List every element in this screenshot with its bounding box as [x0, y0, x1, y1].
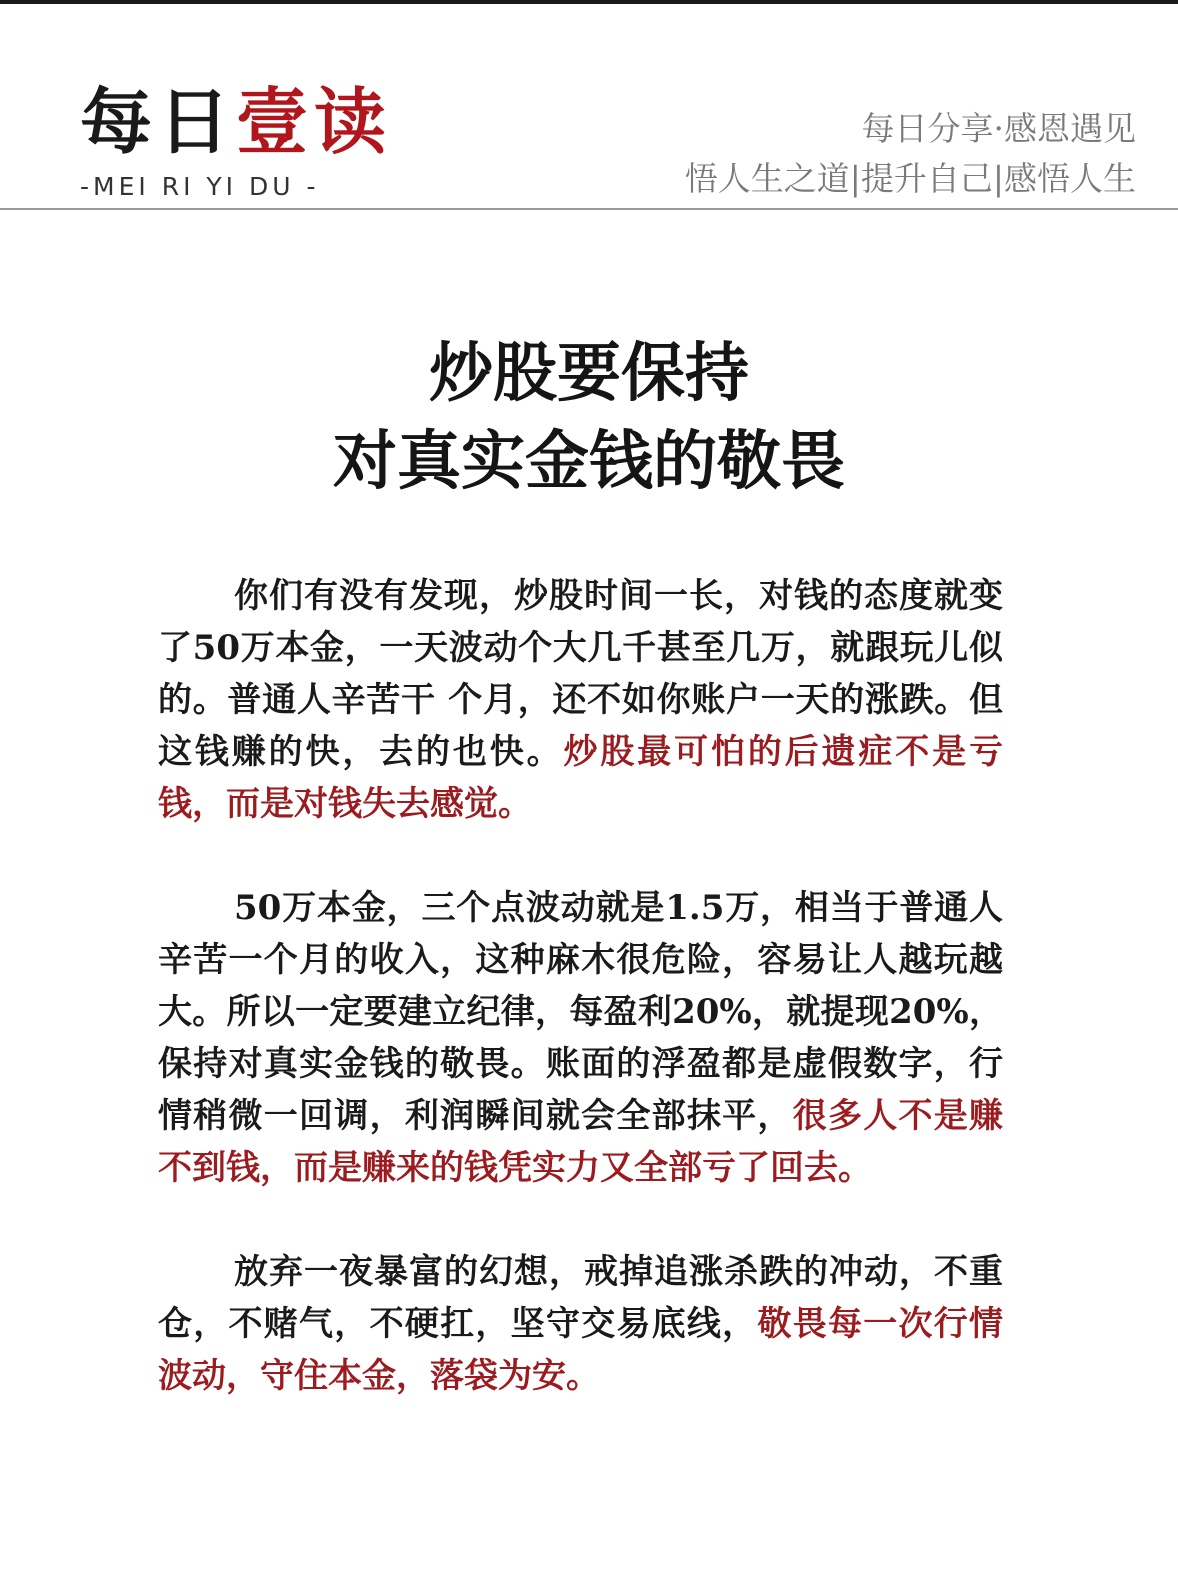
brand-pinyin: -MEI RI YI DU - [80, 172, 320, 201]
paragraph-2-emphasis: 很多人不是赚不到钱，而是赚来的钱凭实力又全部亏了回去。 [158, 1096, 1004, 1188]
paragraph-2 [158, 882, 1003, 1194]
brand-title-part2: 壹读 [236, 80, 393, 164]
article-body [158, 570, 1003, 1454]
paragraph-1 [158, 570, 1003, 830]
page-header [0, 4, 1178, 210]
brand-title [80, 82, 392, 162]
paragraph-1-emphasis: 炒股最可怕的后遗症不是亏钱，而是对钱失去感觉。 [158, 732, 1003, 824]
article-title-line1: 炒股要保持 [429, 336, 749, 411]
tagline-line2: 悟人生之道|提升自己|感悟人生 [684, 159, 1136, 198]
brand-logo [80, 82, 392, 201]
paragraph-1-text: 你们有没有发现，炒股时间一长，对钱的态度就变了50万本金，一天波动个大几千甚至几万，就跟玩儿似的。普通人辛苦干 个月，还不如你账户一天的涨跌。但这钱赚的快，去的也快。 [158, 576, 1003, 772]
paragraph-3-text: 放弃一夜暴富的幻想，戒掉追涨杀跌的冲动，不重仓，不赌气，不硬扛，坚守交易底线， [158, 1252, 1003, 1344]
article-title-line2: 对真实金钱的敬畏 [333, 424, 845, 499]
brand-title-part1: 每日 [80, 80, 237, 164]
article-title [0, 330, 1178, 506]
tagline [685, 104, 1136, 204]
paragraph-3 [158, 1246, 1003, 1402]
tagline-line1: 每日分享·感恩遇见 [861, 109, 1136, 148]
paragraph-2-text: 50万本金，三个点波动就是1.5万，相当于普通人辛苦一个月的收入，这种麻木很危险，容易让人越玩越大。所以一定要建立纪律，每盈利20%，就提现20%，保持对真实金钱的敬畏。账面的浮盈都是虚假数字，行情稍微一回调，利润瞬间就会全部抹平， [158, 888, 1003, 1136]
paragraph-3-emphasis: 敬畏每一次行情波动，守住本金，落袋为安。 [158, 1304, 1004, 1396]
header-divider [0, 208, 1178, 210]
